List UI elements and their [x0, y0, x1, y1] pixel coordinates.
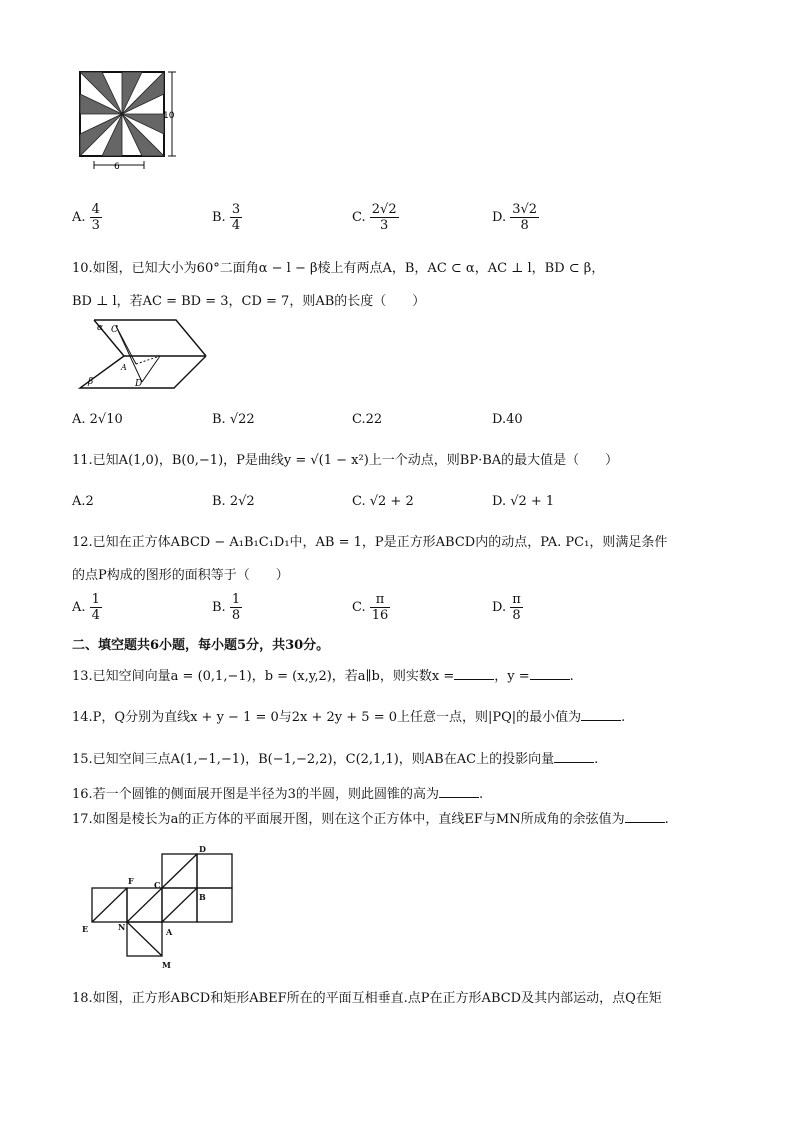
q9-option-d[interactable]: D. $\frac{3√2}{8}$: [492, 202, 538, 233]
q11-option-d[interactable]: D. √2 + 1: [492, 494, 555, 509]
label-beta: β: [88, 377, 94, 387]
q13-blank-y[interactable]: [530, 667, 570, 680]
q14-stem: 14.P，Q分别为直线x + y − 1 = 0与2x + 2y + 5 = 0上任意一点，则|PQ|的最小值为 .: [72, 710, 626, 725]
q12-stem-line2: 的点P构成的图形的面积等于（ ）: [72, 568, 289, 583]
label-n: N: [118, 922, 126, 932]
label-e: E: [82, 924, 89, 934]
q10-option-b[interactable]: B. √22: [212, 412, 255, 427]
q10-stem-line2: BD ⊥ l，若AC = BD = 3，CD = 7，则AB的长度（ ）: [72, 294, 426, 309]
label-alpha: α: [97, 323, 104, 333]
q11-stem: 11.已知A(1,0)，B(0,−1)，P是曲线y = √(1 − x²)上一个动点，则BP·BA的最大值是（ ）: [72, 453, 619, 468]
q10-option-d[interactable]: D.40: [492, 412, 523, 427]
q17-net-figure: [78, 840, 248, 974]
q15-stem: 15.已知空间三点A(1,−1,−1)，B(−1,−2,2)，C(2,1,1)，则AB在AC上的投影向量 .: [72, 752, 599, 767]
q11-option-a[interactable]: A.2: [72, 494, 94, 509]
q17-blank[interactable]: [625, 810, 665, 823]
label-m: M: [162, 960, 171, 970]
q12-option-b[interactable]: B. $\frac{1}{8}$: [212, 592, 241, 623]
q18-stem: 18.如图，正方形ABCD和矩形ABEF所在的平面互相垂直.点P在正方形ABCD及其内部运动，点Q在矩: [72, 991, 662, 1006]
label-c: C: [111, 325, 118, 335]
q13-stem: 13.已知空间向量a = (0,1,−1)，b = (x,y,2)，若a∥b，则实数x = ，y = .: [72, 669, 574, 684]
label-a: A: [166, 927, 173, 937]
q12-option-c[interactable]: C. $\frac{\pi}{16}$: [352, 592, 389, 623]
q12-stem-line1: 12.已知在正方体ABCD − A₁B₁C₁D₁中，AB = 1，P是正方形ABCD内的动点，PA. PC₁，则满足条件: [72, 535, 668, 550]
q14-blank[interactable]: [581, 708, 621, 721]
label-d: D: [135, 379, 143, 389]
dim-side-label: 10: [163, 111, 175, 121]
label-c: C: [154, 880, 161, 890]
q9-option-a[interactable]: A. $\frac{4}{3}$: [72, 202, 100, 233]
q11-option-c[interactable]: C. √2 + 2: [352, 494, 414, 509]
label-d: D: [199, 844, 206, 854]
q10-option-c[interactable]: C.22: [352, 412, 383, 427]
q12-option-a[interactable]: A. $\frac{1}{4}$: [72, 592, 100, 623]
q10-figure: [76, 318, 216, 392]
q9-option-b[interactable]: B. $\frac{3}{4}$: [212, 202, 241, 233]
q10-stem-line1: 10.如图，已知大小为60°二面角α − l − β棱上有两点A，B，AC ⊂ α，AC ⊥ l，BD ⊂ β，: [72, 261, 605, 276]
q17-stem: 17.如图是棱长为a的正方体的平面展开图，则在这个正方体中，直线EF与MN所成角的余弦值为 .: [72, 812, 669, 827]
q12-option-d[interactable]: D. $\frac{\pi}{8}$: [492, 592, 521, 623]
q15-blank[interactable]: [554, 750, 594, 763]
q10-option-a[interactable]: A. 2√10: [72, 412, 123, 427]
label-f: F: [128, 876, 134, 886]
dim-bottom-label: 6: [114, 162, 120, 172]
q16-blank[interactable]: [439, 785, 479, 798]
label-a: A: [121, 363, 127, 372]
q9-option-c[interactable]: C. $\frac{2√2}{3}$: [352, 202, 397, 233]
q11-option-b[interactable]: B. 2√2: [212, 494, 255, 509]
label-b: B: [199, 892, 206, 902]
q16-stem: 16.若一个圆锥的侧面展开图是半径为3的半圆，则此圆锥的高为 .: [72, 787, 484, 802]
q9-figure: [72, 68, 182, 178]
section-heading: 二、填空题共6小题，每小题5分，共30分。: [72, 638, 330, 653]
q13-blank-x[interactable]: [454, 667, 494, 680]
